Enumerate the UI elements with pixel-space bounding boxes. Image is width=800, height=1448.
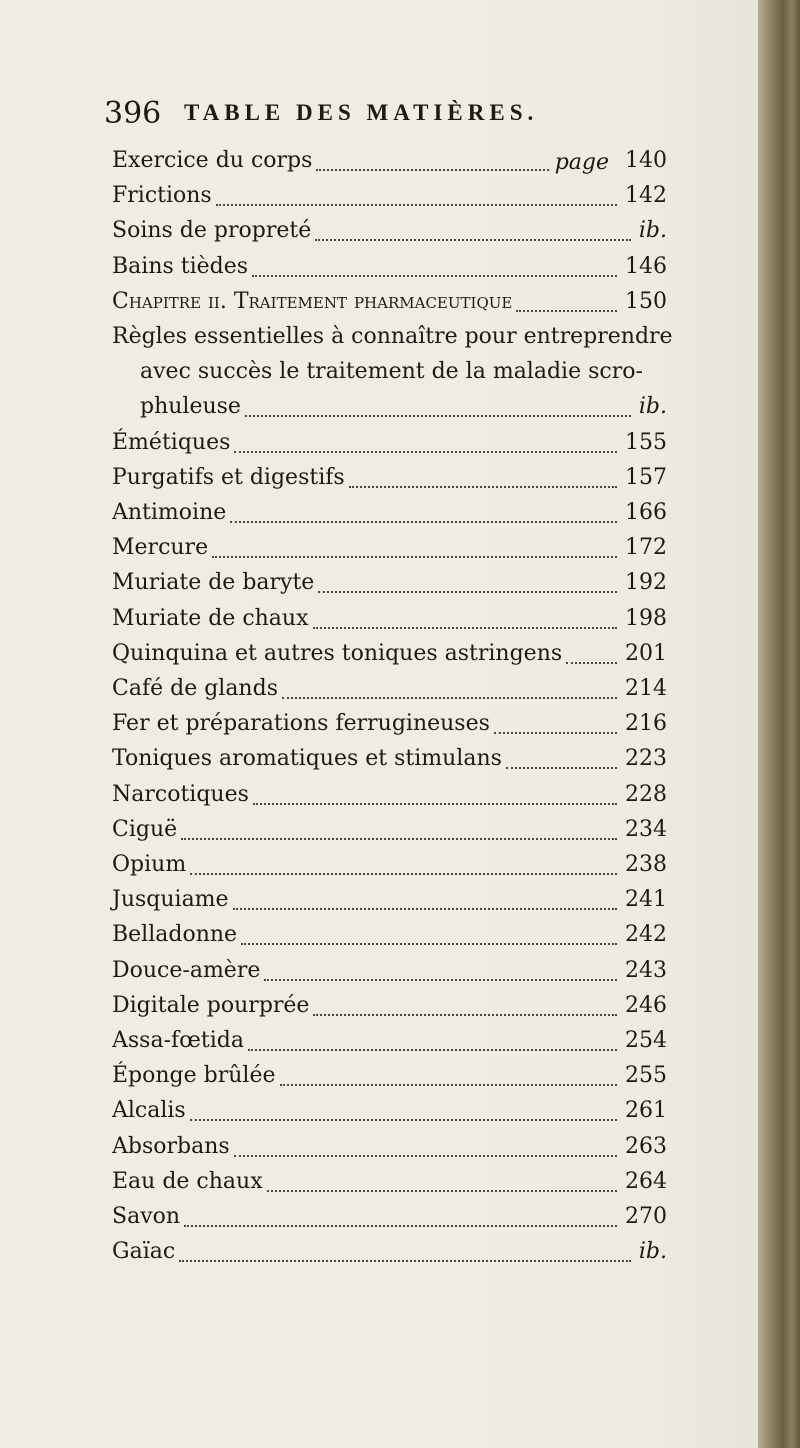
toc-entry-page: 263 [625, 1133, 667, 1159]
toc-entry-label: Purgatifs et digestifs [112, 464, 345, 490]
toc-entry-page: 140 [625, 148, 667, 173]
toc-entry-label: Narcotiques [112, 781, 249, 807]
leader-dots [252, 245, 617, 277]
leader-dots [316, 139, 549, 171]
toc-entry-page: 223 [625, 746, 667, 772]
page-column-label: page [554, 150, 609, 175]
toc-entry-label: Soins de propreté [112, 218, 312, 244]
toc-entry-page: 172 [625, 535, 667, 561]
toc-entry-page: 243 [625, 957, 667, 983]
toc-entry-label: Mercure [112, 535, 209, 561]
toc-entry-label: Chapitre ii. Traitement pharmaceutique [112, 288, 513, 314]
leader-dots [184, 1195, 617, 1227]
toc-entry-page: 270 [625, 1204, 667, 1229]
toc-entry-label: Opium [112, 852, 187, 877]
toc-entry-page: 201 [625, 640, 667, 666]
toc-entry-page: 155 [625, 429, 667, 455]
toc-entry-label: Règles essentielles à connaître pour entreprendre [112, 324, 673, 349]
toc-entry-label: Eau de chaux [112, 1168, 263, 1194]
toc-entry-page: 261 [625, 1098, 667, 1124]
toc-entry-label: Absorbans [112, 1133, 230, 1159]
toc-entry-label: Assa-fœtida [112, 1028, 244, 1053]
toc-entry-page: ib. [638, 1239, 667, 1265]
toc-entry-label: Douce-amère [112, 957, 261, 983]
toc-entry-page: ib. [638, 218, 667, 244]
toc-entry-page: 254 [625, 1028, 667, 1053]
toc-entry [112, 322, 673, 356]
leader-dots [179, 1230, 631, 1262]
toc-entry-page: 238 [625, 852, 667, 877]
toc-entry-label: Exercice du corps [112, 148, 313, 173]
toc-entry-label: Bains tièdes [112, 253, 249, 279]
toc-entry-label: Antimoine [112, 500, 227, 525]
toc-entry-label: Émétiques [112, 429, 231, 455]
toc-entry-label: Savon [112, 1204, 181, 1229]
leader-dots [216, 174, 617, 206]
toc-entry-label: Alcalis [112, 1098, 186, 1124]
leader-dots [181, 808, 617, 840]
leader-dots [245, 385, 631, 417]
leader-dots [190, 843, 617, 875]
leader-dots [313, 597, 617, 629]
leader-dots [241, 913, 617, 945]
leader-dots [212, 526, 617, 558]
toc-entry-page: 216 [625, 711, 667, 737]
toc-entry-label: Digitale pourprée [112, 992, 310, 1018]
toc-entry-page: 142 [625, 183, 667, 209]
leader-dots [494, 702, 617, 734]
toc-entry-label: Gaïac [112, 1239, 176, 1265]
page-number: 396 [104, 96, 162, 131]
toc-entry-page: ib. [638, 394, 667, 420]
toc-entry-page: 146 [625, 253, 667, 279]
leader-dots [267, 1160, 617, 1192]
toc-entry [112, 1237, 667, 1271]
toc-entry-label: avec succès le traitement de la maladie scro- [140, 359, 643, 385]
toc-entry-page: 255 [625, 1063, 667, 1089]
leader-dots [234, 1125, 617, 1157]
toc-entry-label: Belladonne [112, 922, 238, 948]
leader-dots [506, 737, 617, 769]
toc-entry-label: Fer et préparations ferrugineuses [112, 711, 490, 737]
leader-dots [566, 632, 617, 664]
toc-entry-label: phuleuse [140, 394, 241, 420]
toc-entry-label: Ciguë [112, 816, 178, 842]
toc-entry-page: 157 [625, 464, 667, 490]
toc-entry-label: Éponge brûlée [112, 1063, 276, 1089]
leader-dots [230, 491, 617, 523]
toc-entry-label: Muriate de baryte [112, 570, 315, 596]
toc-entry-label: Café de glands [112, 676, 278, 701]
toc-entry-page: 150 [625, 288, 667, 314]
toc-entry-page: 166 [625, 500, 667, 525]
leader-dots [315, 209, 631, 241]
toc-entry-page: 228 [625, 781, 667, 807]
leader-dots [264, 949, 617, 981]
toc-entry-label: Toniques aromatiques et stimulans [112, 746, 502, 772]
leader-dots [190, 1089, 617, 1121]
leader-dots [253, 773, 617, 805]
toc-entry-page: 242 [625, 922, 667, 948]
toc-entry-page: 246 [625, 992, 667, 1018]
toc-entry-label: Quinquina et autres toniques astringens [112, 640, 563, 666]
leader-dots [318, 561, 617, 593]
leader-dots [280, 1054, 617, 1086]
toc-entry-page: 234 [625, 816, 667, 842]
leader-dots [313, 984, 617, 1016]
toc-entry-label: Frictions [112, 183, 212, 209]
toc-entry-page: 241 [625, 887, 667, 913]
page-title: TABLE DES MATIÈRES. [184, 100, 539, 125]
leader-dots [248, 1019, 617, 1051]
toc-entry-page: 214 [625, 676, 667, 701]
toc-entry-page: 264 [625, 1168, 667, 1194]
running-header [104, 96, 664, 136]
leader-dots [516, 280, 617, 312]
leader-dots [282, 667, 617, 699]
toc-entry-page: 192 [625, 570, 667, 596]
leader-dots [234, 421, 617, 453]
leader-dots [349, 456, 617, 488]
book-spine-edge [758, 0, 800, 1448]
toc-entry [112, 287, 667, 321]
leader-dots [233, 878, 617, 910]
toc-entry-label: Jusquiame [112, 887, 229, 913]
toc-entry-label: Muriate de chaux [112, 605, 309, 631]
toc-entry-page: 198 [625, 605, 667, 631]
